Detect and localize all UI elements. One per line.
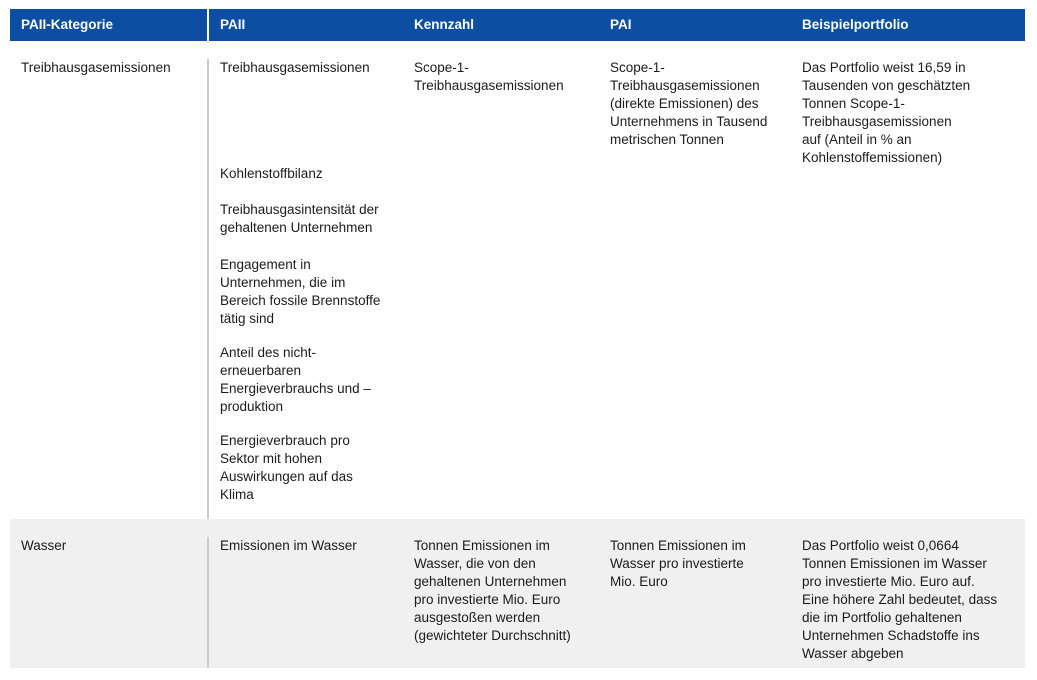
header-pai: PAI	[610, 17, 632, 32]
pai-table	[10, 9, 1025, 668]
table-row	[10, 519, 1025, 668]
cell-paii-list	[207, 59, 403, 519]
header-paii: PAII	[207, 9, 403, 41]
cell-pai: Tonnen Emissionen im Wasser pro investierte Mio. Euro	[610, 538, 746, 589]
cell-beispielportfolio: Das Portfolio weist 16,59 in Tausenden von geschätzten Tonnen Scope-1- Treibhausgasemissionen auf (Anteil in % an Kohlenstoffemissionen)	[802, 60, 971, 165]
table-header	[10, 9, 1025, 41]
cell-kennzahl: Tonnen Emissionen im Wasser, die von den gehaltenen Unternehmen pro investierte Mio. Euro ausgestoßen werden (gewichteter Durchschnitt)	[414, 538, 571, 643]
cell-kategorie: Treibhausgasemissionen	[21, 60, 171, 75]
header-beispielportfolio: Beispielportfolio	[802, 17, 909, 32]
paii-item: Energieverbrauch pro Sektor mit hohen Auswirkungen auf das Klima	[220, 433, 353, 502]
table-row	[10, 41, 1025, 519]
paii-item: Anteil des nicht- erneuerbaren Energieverbrauchs und – produktion	[220, 345, 371, 414]
cell-beispielportfolio: Das Portfolio weist 0,0664 Tonnen Emissionen im Wasser pro investierte Mio. Euro auf. Eine höhere Zahl bedeutet, dass die im Portfolio gehaltenen Unternehmen Schadstoffe ins Wasser abgeben	[802, 538, 998, 661]
paii-item: Kohlenstoffbilanz	[220, 166, 323, 181]
paii-item: Engagement in Unternehmen, die im Bereich fossile Brennstoffe tätig sind	[220, 257, 381, 326]
cell-kategorie: Wasser	[21, 538, 67, 553]
paii-item: Treibhausgasemissionen	[220, 60, 370, 75]
cell-pai: Scope-1- Treibhausgasemissionen (direkte Emissionen) des Unternehmens in Tausend metrischen Tonnen	[610, 60, 768, 147]
paii-item: Treibhausgasintensität der gehaltenen Unternehmen	[220, 202, 379, 235]
cell-kennzahl: Scope-1- Treibhausgasemissionen	[414, 60, 564, 93]
cell-paii: Emissionen im Wasser	[207, 537, 403, 668]
header-kennzahl: Kennzahl	[414, 17, 475, 32]
header-paii-kategorie: PAII-Kategorie	[21, 17, 114, 32]
